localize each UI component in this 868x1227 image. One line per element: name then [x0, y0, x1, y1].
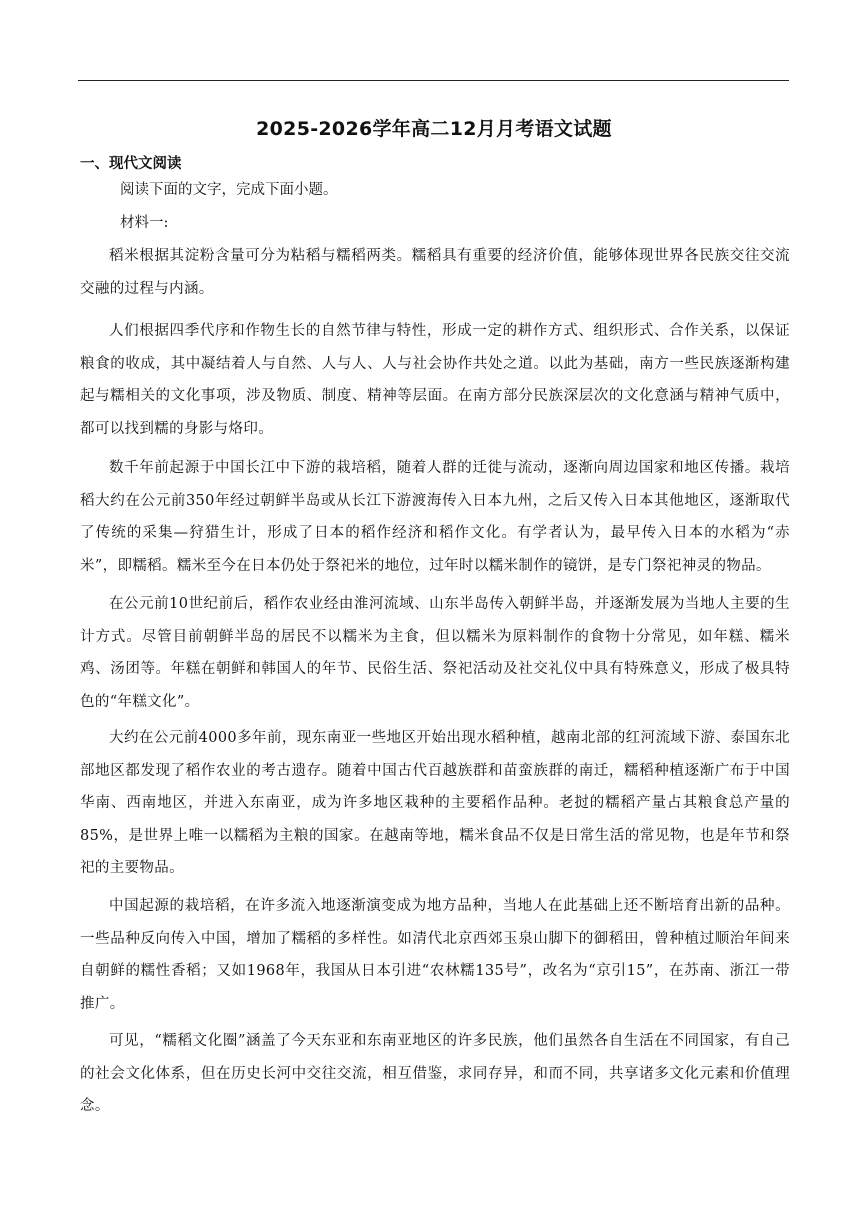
passage-paragraph-4: 在公元前10世纪前后，稻作农业经由淮河流域、山东半岛传入朝鲜半岛，并逐渐发展为当地人主要的生计方式。尽管目前朝鲜半岛的居民不以糯米为主食，但以糯米为原料制作的食物十分常见，如年糕、糯米鸡、汤团等。年糕在朝鲜和韩国人的年节、民俗生活、祭祀活动及社交礼仪中具有特殊意义，形成了极具特色的“年糕文化”。	[80, 596, 790, 710]
section-heading: 一、现代文阅读	[80, 156, 182, 172]
passage-paragraph-6: 中国起源的栽培稻，在许多流入地逐渐演变成为地方品种，当地人在此基础上还不断培育出新的品种。一些品种反向传入中国，增加了糯稻的多样性。如清代北京西郊玉泉山脚下的御稻田，曾种植过顺治年间来自朝鲜的糯性香稻；又如1968年，我国从日本引进“农林糯135号”，改名为“京引15”，在苏南、浙江一带推广。	[80, 898, 790, 1012]
passage-paragraph-1: 稻米根据其淀粉含量可分为粘稻与糯稻两类。糯稻具有重要的经济价值，能够体现世界各民族交往交流交融的过程与内涵。	[80, 248, 790, 297]
reading-instruction: 阅读下面的文字，完成下面小题。	[120, 182, 338, 198]
header-rule	[78, 80, 789, 81]
passage-paragraph-3: 数千年前起源于中国长江中下游的栽培稻，随着人群的迁徙与流动，逐渐向周边国家和地区传播。栽培稻大约在公元前350年经过朝鲜半岛或从长江下游渡海传入日本九州，之后又传入日本其他地区，逐渐取代了传统的采集—狩猎生计，形成了日本的稻作经济和稻作文化。有学者认为，最早传入日本的水稻为“赤米”，即糯稻。糯米至今在日本仍处于祭祀米的地位，过年时以糯米制作的镜饼，是专门祭祀神灵的物品。	[80, 460, 790, 574]
passage-paragraph-7: 可见，“糯稻文化圈”涵盖了今天东亚和东南亚地区的许多民族，他们虽然各自生活在不同国家，有自己的社会文化体系，但在历史长河中交往交流，相互借鉴，求同存异，和而不同，共享诸多文化元素和价值理念。	[80, 1033, 790, 1114]
page-title: 2025-2026学年高二12月月考语文试题	[256, 118, 612, 140]
material-label: 材料一:	[120, 215, 169, 231]
passage-paragraph-2: 人们根据四季代序和作物生长的自然节律与特性，形成一定的耕作方式、组织形式、合作关系，以保证粮食的收成，其中凝结着人与自然、人与人、人与社会协作共处之道。以此为基础，南方一些民族逐渐构建起与糯相关的文化事项，涉及物质、制度、精神等层面。在南方部分民族深层次的文化意涵与精神气质中，都可以找到糯的身影与烙印。	[80, 323, 790, 437]
passage-paragraph-5: 大约在公元前4000多年前，现东南亚一些地区开始出现水稻种植，越南北部的红河流域下游、泰国东北部地区都发现了稻作农业的考古遗存。随着中国古代百越族群和苗蛮族群的南迁，糯稻种植逐渐广布于中国华南、西南地区，并进入东南亚，成为许多地区栽种的主要稻作品种。老挝的糯稻产量占其粮食总产量的85%，是世界上唯一以糯稻为主粮的国家。在越南等地，糯米食品不仅是日常生活的常见物，也是年节和祭祀的主要物品。	[80, 730, 790, 876]
